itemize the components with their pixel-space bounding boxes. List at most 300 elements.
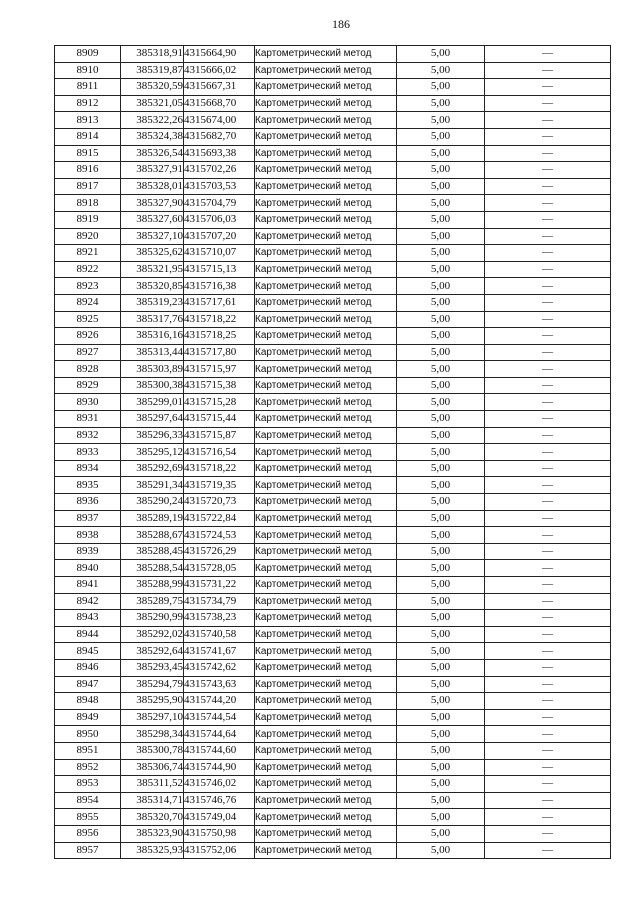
accuracy-cell: 5,00	[397, 792, 485, 809]
table-row	[55, 62, 611, 79]
x-coordinate-cell: 385319,23	[121, 294, 184, 311]
y-coordinate-cell: 4315722,84	[184, 510, 255, 527]
y-coordinate-cell: 4315716,38	[184, 278, 255, 295]
y-coordinate-cell: 4315718,22	[184, 460, 255, 477]
description-cell: —	[485, 377, 611, 394]
accuracy-cell: 5,00	[397, 394, 485, 411]
accuracy-cell: 5,00	[397, 593, 485, 610]
accuracy-cell: 5,00	[397, 842, 485, 859]
table-row	[55, 693, 611, 710]
table-row	[55, 311, 611, 328]
table-row	[55, 95, 611, 112]
table-row	[55, 543, 611, 560]
accuracy-cell: 5,00	[397, 494, 485, 511]
table-row	[55, 776, 611, 793]
y-coordinate-cell: 4315743,63	[184, 676, 255, 693]
y-coordinate-cell: 4315742,62	[184, 659, 255, 676]
description-cell: —	[485, 477, 611, 494]
table-row	[55, 759, 611, 776]
accuracy-cell: 5,00	[397, 676, 485, 693]
method-cell: Картометрический метод	[255, 742, 397, 759]
accuracy-cell: 5,00	[397, 776, 485, 793]
x-coordinate-cell: 385292,64	[121, 643, 184, 660]
description-cell: —	[485, 726, 611, 743]
table-row	[55, 626, 611, 643]
method-cell: Картометрический метод	[255, 809, 397, 826]
x-coordinate-cell: 385293,45	[121, 659, 184, 676]
table-row	[55, 178, 611, 195]
method-cell: Картометрический метод	[255, 377, 397, 394]
description-cell: —	[485, 842, 611, 859]
table-row	[55, 825, 611, 842]
y-coordinate-cell: 4315744,20	[184, 693, 255, 710]
accuracy-cell: 5,00	[397, 145, 485, 162]
description-cell: —	[485, 593, 611, 610]
point-number-cell: 8949	[55, 709, 121, 726]
x-coordinate-cell: 385326,54	[121, 145, 184, 162]
point-number-cell: 8943	[55, 610, 121, 627]
table-row	[55, 560, 611, 577]
method-cell: Картометрический метод	[255, 361, 397, 378]
table-row	[55, 328, 611, 345]
description-cell: —	[485, 344, 611, 361]
description-cell: —	[485, 112, 611, 129]
description-cell: —	[485, 361, 611, 378]
description-cell: —	[485, 659, 611, 676]
description-cell: —	[485, 245, 611, 262]
point-number-cell: 8941	[55, 577, 121, 594]
method-cell: Картометрический метод	[255, 328, 397, 345]
accuracy-cell: 5,00	[397, 245, 485, 262]
table-row	[55, 411, 611, 428]
accuracy-cell: 5,00	[397, 427, 485, 444]
point-number-cell: 8935	[55, 477, 121, 494]
point-number-cell: 8934	[55, 460, 121, 477]
description-cell: —	[485, 145, 611, 162]
description-cell: —	[485, 693, 611, 710]
point-number-cell: 8948	[55, 693, 121, 710]
point-number-cell: 8910	[55, 62, 121, 79]
point-number-cell: 8957	[55, 842, 121, 859]
table-row	[55, 278, 611, 295]
y-coordinate-cell: 4315717,61	[184, 294, 255, 311]
y-coordinate-cell: 4315702,26	[184, 162, 255, 179]
description-cell: —	[485, 427, 611, 444]
accuracy-cell: 5,00	[397, 709, 485, 726]
x-coordinate-cell: 385319,87	[121, 62, 184, 79]
x-coordinate-cell: 385321,05	[121, 95, 184, 112]
point-number-cell: 8932	[55, 427, 121, 444]
y-coordinate-cell: 4315704,79	[184, 195, 255, 212]
y-coordinate-cell: 4315731,22	[184, 577, 255, 594]
y-coordinate-cell: 4315715,87	[184, 427, 255, 444]
point-number-cell: 8930	[55, 394, 121, 411]
description-cell: —	[485, 792, 611, 809]
description-cell: —	[485, 95, 611, 112]
point-number-cell: 8922	[55, 261, 121, 278]
point-number-cell: 8912	[55, 95, 121, 112]
accuracy-cell: 5,00	[397, 361, 485, 378]
y-coordinate-cell: 4315738,23	[184, 610, 255, 627]
x-coordinate-cell: 385289,75	[121, 593, 184, 610]
accuracy-cell: 5,00	[397, 294, 485, 311]
description-cell: —	[485, 626, 611, 643]
point-number-cell: 8952	[55, 759, 121, 776]
x-coordinate-cell: 385295,90	[121, 693, 184, 710]
accuracy-cell: 5,00	[397, 742, 485, 759]
x-coordinate-cell: 385327,60	[121, 211, 184, 228]
point-number-cell: 8931	[55, 411, 121, 428]
y-coordinate-cell: 4315746,02	[184, 776, 255, 793]
method-cell: Картометрический метод	[255, 477, 397, 494]
table-row	[55, 726, 611, 743]
point-number-cell: 8927	[55, 344, 121, 361]
accuracy-cell: 5,00	[397, 228, 485, 245]
method-cell: Картометрический метод	[255, 195, 397, 212]
x-coordinate-cell: 385327,91	[121, 162, 184, 179]
table-row	[55, 245, 611, 262]
accuracy-cell: 5,00	[397, 527, 485, 544]
x-coordinate-cell: 385325,93	[121, 842, 184, 859]
y-coordinate-cell: 4315715,38	[184, 377, 255, 394]
method-cell: Картометрический метод	[255, 112, 397, 129]
x-coordinate-cell: 385299,01	[121, 394, 184, 411]
accuracy-cell: 5,00	[397, 626, 485, 643]
method-cell: Картометрический метод	[255, 593, 397, 610]
accuracy-cell: 5,00	[397, 344, 485, 361]
x-coordinate-cell: 385294,79	[121, 676, 184, 693]
point-number-cell: 8937	[55, 510, 121, 527]
point-number-cell: 8944	[55, 626, 121, 643]
y-coordinate-cell: 4315752,06	[184, 842, 255, 859]
x-coordinate-cell: 385321,95	[121, 261, 184, 278]
table-row	[55, 128, 611, 145]
accuracy-cell: 5,00	[397, 460, 485, 477]
description-cell: —	[485, 709, 611, 726]
table-row	[55, 112, 611, 129]
description-cell: —	[485, 494, 611, 511]
table-row	[55, 643, 611, 660]
method-cell: Картометрический метод	[255, 626, 397, 643]
accuracy-cell: 5,00	[397, 261, 485, 278]
table-row	[55, 494, 611, 511]
table-row	[55, 344, 611, 361]
table-row	[55, 394, 611, 411]
y-coordinate-cell: 4315749,04	[184, 809, 255, 826]
point-number-cell: 8939	[55, 543, 121, 560]
method-cell: Картометрический метод	[255, 643, 397, 660]
method-cell: Картометрический метод	[255, 842, 397, 859]
point-number-cell: 8925	[55, 311, 121, 328]
table-row	[55, 46, 611, 63]
y-coordinate-cell: 4315734,79	[184, 593, 255, 610]
y-coordinate-cell: 4315728,05	[184, 560, 255, 577]
method-cell: Картометрический метод	[255, 344, 397, 361]
y-coordinate-cell: 4315724,53	[184, 527, 255, 544]
accuracy-cell: 5,00	[397, 543, 485, 560]
x-coordinate-cell: 385327,90	[121, 195, 184, 212]
accuracy-cell: 5,00	[397, 759, 485, 776]
description-cell: —	[485, 643, 611, 660]
accuracy-cell: 5,00	[397, 477, 485, 494]
y-coordinate-cell: 4315715,97	[184, 361, 255, 378]
point-number-cell: 8954	[55, 792, 121, 809]
point-number-cell: 8956	[55, 825, 121, 842]
table-row	[55, 659, 611, 676]
method-cell: Картометрический метод	[255, 825, 397, 842]
point-number-cell: 8950	[55, 726, 121, 743]
coordinates-table	[54, 45, 611, 859]
accuracy-cell: 5,00	[397, 411, 485, 428]
point-number-cell: 8947	[55, 676, 121, 693]
coordinates-table-body	[55, 46, 611, 859]
description-cell: —	[485, 676, 611, 693]
accuracy-cell: 5,00	[397, 328, 485, 345]
y-coordinate-cell: 4315715,28	[184, 394, 255, 411]
description-cell: —	[485, 195, 611, 212]
description-cell: —	[485, 261, 611, 278]
description-cell: —	[485, 825, 611, 842]
table-row	[55, 79, 611, 96]
accuracy-cell: 5,00	[397, 95, 485, 112]
table-row	[55, 593, 611, 610]
page-number: 186	[332, 17, 350, 31]
description-cell: —	[485, 577, 611, 594]
table-row	[55, 444, 611, 461]
y-coordinate-cell: 4315703,53	[184, 178, 255, 195]
x-coordinate-cell: 385313,44	[121, 344, 184, 361]
y-coordinate-cell: 4315716,54	[184, 444, 255, 461]
point-number-cell: 8913	[55, 112, 121, 129]
description-cell: —	[485, 543, 611, 560]
method-cell: Картометрический метод	[255, 211, 397, 228]
method-cell: Картометрический метод	[255, 95, 397, 112]
accuracy-cell: 5,00	[397, 311, 485, 328]
x-coordinate-cell: 385320,85	[121, 278, 184, 295]
point-number-cell: 8909	[55, 46, 121, 63]
y-coordinate-cell: 4315750,98	[184, 825, 255, 842]
y-coordinate-cell: 4315720,73	[184, 494, 255, 511]
point-number-cell: 8929	[55, 377, 121, 394]
method-cell: Картометрический метод	[255, 427, 397, 444]
y-coordinate-cell: 4315717,80	[184, 344, 255, 361]
x-coordinate-cell: 385298,34	[121, 726, 184, 743]
y-coordinate-cell: 4315710,07	[184, 245, 255, 262]
y-coordinate-cell: 4315667,31	[184, 79, 255, 96]
y-coordinate-cell: 4315744,54	[184, 709, 255, 726]
accuracy-cell: 5,00	[397, 693, 485, 710]
y-coordinate-cell: 4315674,00	[184, 112, 255, 129]
y-coordinate-cell: 4315740,58	[184, 626, 255, 643]
description-cell: —	[485, 394, 611, 411]
accuracy-cell: 5,00	[397, 659, 485, 676]
method-cell: Картометрический метод	[255, 411, 397, 428]
y-coordinate-cell: 4315668,70	[184, 95, 255, 112]
y-coordinate-cell: 4315718,22	[184, 311, 255, 328]
method-cell: Картометрический метод	[255, 178, 397, 195]
accuracy-cell: 5,00	[397, 278, 485, 295]
method-cell: Картометрический метод	[255, 460, 397, 477]
point-number-cell: 8940	[55, 560, 121, 577]
y-coordinate-cell: 4315744,64	[184, 726, 255, 743]
table-row	[55, 162, 611, 179]
x-coordinate-cell: 385288,67	[121, 527, 184, 544]
description-cell: —	[485, 46, 611, 63]
y-coordinate-cell: 4315715,13	[184, 261, 255, 278]
x-coordinate-cell: 385300,78	[121, 742, 184, 759]
x-coordinate-cell: 385320,59	[121, 79, 184, 96]
table-row	[55, 709, 611, 726]
method-cell: Картометрический метод	[255, 311, 397, 328]
accuracy-cell: 5,00	[397, 178, 485, 195]
method-cell: Картометрический метод	[255, 494, 397, 511]
description-cell: —	[485, 211, 611, 228]
table-row	[55, 261, 611, 278]
point-number-cell: 8915	[55, 145, 121, 162]
method-cell: Картометрический метод	[255, 46, 397, 63]
method-cell: Картометрический метод	[255, 560, 397, 577]
method-cell: Картометрический метод	[255, 510, 397, 527]
description-cell: —	[485, 759, 611, 776]
table-row	[55, 228, 611, 245]
y-coordinate-cell: 4315715,44	[184, 411, 255, 428]
x-coordinate-cell: 385295,12	[121, 444, 184, 461]
x-coordinate-cell: 385291,34	[121, 477, 184, 494]
point-number-cell: 8951	[55, 742, 121, 759]
x-coordinate-cell: 385300,38	[121, 377, 184, 394]
x-coordinate-cell: 385292,69	[121, 460, 184, 477]
method-cell: Картометрический метод	[255, 162, 397, 179]
table-row	[55, 676, 611, 693]
method-cell: Картометрический метод	[255, 145, 397, 162]
y-coordinate-cell: 4315744,90	[184, 759, 255, 776]
method-cell: Картометрический метод	[255, 709, 397, 726]
method-cell: Картометрический метод	[255, 610, 397, 627]
accuracy-cell: 5,00	[397, 825, 485, 842]
accuracy-cell: 5,00	[397, 62, 485, 79]
table-row	[55, 610, 611, 627]
accuracy-cell: 5,00	[397, 128, 485, 145]
x-coordinate-cell: 385311,52	[121, 776, 184, 793]
point-number-cell: 8928	[55, 361, 121, 378]
point-number-cell: 8942	[55, 593, 121, 610]
point-number-cell: 8926	[55, 328, 121, 345]
table-row	[55, 742, 611, 759]
accuracy-cell: 5,00	[397, 211, 485, 228]
method-cell: Картометрический метод	[255, 726, 397, 743]
x-coordinate-cell: 385328,01	[121, 178, 184, 195]
accuracy-cell: 5,00	[397, 510, 485, 527]
x-coordinate-cell: 385290,99	[121, 610, 184, 627]
y-coordinate-cell: 4315746,76	[184, 792, 255, 809]
x-coordinate-cell: 385320,70	[121, 809, 184, 826]
point-number-cell: 8953	[55, 776, 121, 793]
point-number-cell: 8914	[55, 128, 121, 145]
x-coordinate-cell: 385303,89	[121, 361, 184, 378]
y-coordinate-cell: 4315682,70	[184, 128, 255, 145]
table-row	[55, 460, 611, 477]
description-cell: —	[485, 560, 611, 577]
method-cell: Картометрический метод	[255, 394, 397, 411]
description-cell: —	[485, 411, 611, 428]
table-row	[55, 211, 611, 228]
method-cell: Картометрический метод	[255, 543, 397, 560]
description-cell: —	[485, 776, 611, 793]
accuracy-cell: 5,00	[397, 726, 485, 743]
table-row	[55, 294, 611, 311]
description-cell: —	[485, 742, 611, 759]
description-cell: —	[485, 79, 611, 96]
point-number-cell: 8924	[55, 294, 121, 311]
description-cell: —	[485, 178, 611, 195]
accuracy-cell: 5,00	[397, 610, 485, 627]
y-coordinate-cell: 4315707,20	[184, 228, 255, 245]
point-number-cell: 8955	[55, 809, 121, 826]
table-row	[55, 510, 611, 527]
description-cell: —	[485, 328, 611, 345]
table-row	[55, 427, 611, 444]
description-cell: —	[485, 311, 611, 328]
method-cell: Картометрический метод	[255, 444, 397, 461]
method-cell: Картометрический метод	[255, 792, 397, 809]
point-number-cell: 8938	[55, 527, 121, 544]
description-cell: —	[485, 294, 611, 311]
point-number-cell: 8918	[55, 195, 121, 212]
x-coordinate-cell: 385314,71	[121, 792, 184, 809]
accuracy-cell: 5,00	[397, 643, 485, 660]
point-number-cell: 8946	[55, 659, 121, 676]
point-number-cell: 8923	[55, 278, 121, 295]
method-cell: Картометрический метод	[255, 62, 397, 79]
description-cell: —	[485, 278, 611, 295]
x-coordinate-cell: 385318,91	[121, 46, 184, 63]
table-row	[55, 527, 611, 544]
x-coordinate-cell: 385292,02	[121, 626, 184, 643]
method-cell: Картометрический метод	[255, 577, 397, 594]
y-coordinate-cell: 4315741,67	[184, 643, 255, 660]
y-coordinate-cell: 4315718,25	[184, 328, 255, 345]
x-coordinate-cell: 385327,10	[121, 228, 184, 245]
method-cell: Картометрический метод	[255, 261, 397, 278]
method-cell: Картометрический метод	[255, 294, 397, 311]
x-coordinate-cell: 385325,62	[121, 245, 184, 262]
method-cell: Картометрический метод	[255, 527, 397, 544]
table-row	[55, 477, 611, 494]
method-cell: Картометрический метод	[255, 759, 397, 776]
x-coordinate-cell: 385290,24	[121, 494, 184, 511]
x-coordinate-cell: 385322,26	[121, 112, 184, 129]
accuracy-cell: 5,00	[397, 809, 485, 826]
y-coordinate-cell: 4315664,90	[184, 46, 255, 63]
point-number-cell: 8917	[55, 178, 121, 195]
description-cell: —	[485, 128, 611, 145]
point-number-cell: 8911	[55, 79, 121, 96]
y-coordinate-cell: 4315744,60	[184, 742, 255, 759]
method-cell: Картометрический метод	[255, 776, 397, 793]
point-number-cell: 8919	[55, 211, 121, 228]
point-number-cell: 8945	[55, 643, 121, 660]
table-row	[55, 842, 611, 859]
description-cell: —	[485, 444, 611, 461]
description-cell: —	[485, 610, 611, 627]
accuracy-cell: 5,00	[397, 577, 485, 594]
table-row	[55, 361, 611, 378]
method-cell: Картометрический метод	[255, 659, 397, 676]
accuracy-cell: 5,00	[397, 444, 485, 461]
point-number-cell: 8933	[55, 444, 121, 461]
x-coordinate-cell: 385323,90	[121, 825, 184, 842]
x-coordinate-cell: 385306,74	[121, 759, 184, 776]
